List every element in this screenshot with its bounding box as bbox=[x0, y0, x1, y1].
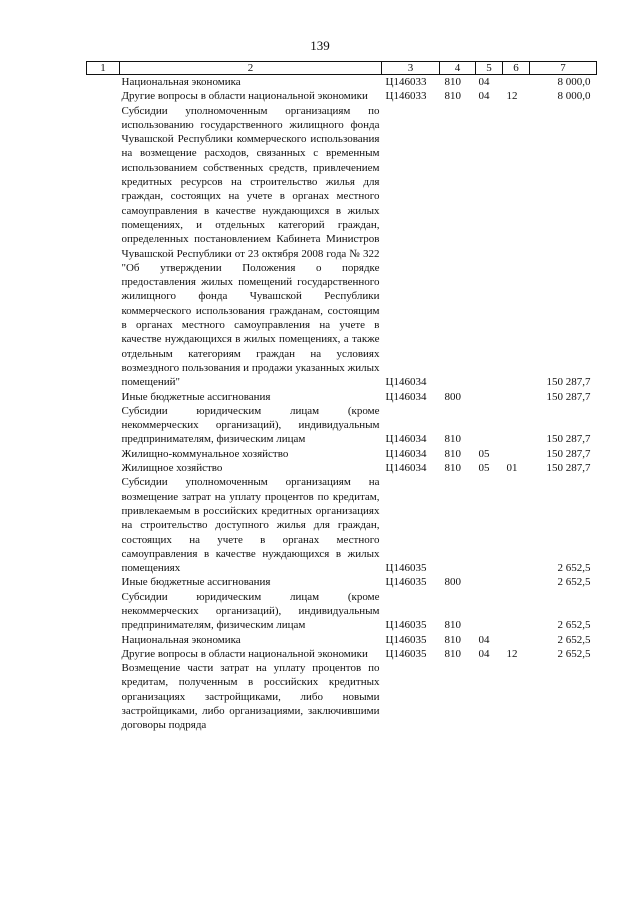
table-row bbox=[87, 89, 597, 103]
expense-group: 810 bbox=[444, 619, 461, 632]
expense-group: 800 bbox=[444, 576, 461, 589]
amount: 150 287,7 bbox=[546, 376, 591, 389]
target-code: Ц146034 bbox=[385, 390, 427, 403]
column-header: 2 bbox=[120, 62, 382, 75]
column-header: 7 bbox=[530, 62, 597, 75]
table-row bbox=[87, 661, 597, 732]
subsection-code bbox=[503, 575, 530, 589]
subsection-code bbox=[503, 104, 530, 390]
row-number-cell bbox=[87, 447, 120, 461]
section-code: 05 bbox=[478, 462, 490, 475]
target-code: Ц146035 bbox=[385, 633, 427, 646]
section-code bbox=[476, 661, 503, 732]
budget-table bbox=[86, 61, 597, 733]
section-code bbox=[476, 390, 503, 404]
subsection-code: 01 bbox=[506, 462, 518, 475]
table-row bbox=[87, 390, 597, 404]
item-name: Жилищное хозяйство bbox=[121, 462, 223, 475]
section-code bbox=[476, 104, 503, 390]
section-code: 04 bbox=[478, 647, 490, 660]
expense-group: 810 bbox=[444, 462, 461, 475]
expense-group: 800 bbox=[444, 390, 461, 403]
target-code: Ц146033 bbox=[385, 90, 427, 103]
amount: 2 652,5 bbox=[557, 576, 591, 589]
amount bbox=[530, 661, 597, 732]
section-code bbox=[476, 575, 503, 589]
table-row bbox=[87, 575, 597, 589]
target-code: Ц146034 bbox=[385, 433, 427, 446]
table-row bbox=[87, 590, 597, 633]
expense-group bbox=[440, 661, 476, 732]
expense-group bbox=[440, 104, 476, 390]
row-number-cell bbox=[87, 390, 120, 404]
subsection-code bbox=[503, 590, 530, 633]
target-code: Ц146033 bbox=[385, 76, 427, 88]
target-code: Ц146035 bbox=[385, 562, 427, 575]
subsection-code bbox=[503, 661, 530, 732]
item-name: Возмещение части затрат на уплату процентов по кредитам, полученным в российских кредитных организациях застройщиками, либо новыми застройщиками, либо организациями, заключившими договоры подряда bbox=[121, 662, 380, 732]
section-code: 04 bbox=[478, 633, 490, 646]
subsection-code bbox=[503, 447, 530, 461]
table-body bbox=[87, 75, 597, 733]
subsection-code bbox=[503, 404, 530, 447]
row-number-cell bbox=[87, 404, 120, 447]
amount: 150 287,7 bbox=[546, 433, 591, 446]
row-number-cell bbox=[87, 461, 120, 475]
amount: 150 287,7 bbox=[546, 462, 591, 475]
section-code bbox=[476, 404, 503, 447]
amount: 2 652,5 bbox=[557, 619, 591, 632]
subsection-code bbox=[503, 475, 530, 575]
section-code bbox=[476, 475, 503, 575]
table-row bbox=[87, 75, 597, 90]
table-row bbox=[87, 404, 597, 447]
amount: 150 287,7 bbox=[546, 390, 591, 403]
subsection-code bbox=[503, 75, 530, 90]
row-number-cell bbox=[87, 661, 120, 732]
column-header: 4 bbox=[440, 62, 476, 75]
item-name: Национальная экономика bbox=[121, 633, 241, 646]
amount: 2 652,5 bbox=[557, 562, 591, 575]
item-name: Субсидии юридическим лицам (кроме некоммерческих организаций), индивидуальным предпринимателям, физическим лицам bbox=[121, 404, 380, 446]
row-number-cell bbox=[87, 475, 120, 575]
target-code: Ц146034 bbox=[385, 447, 427, 460]
item-name: Иные бюджетные ассигнования bbox=[121, 390, 271, 403]
section-code bbox=[476, 590, 503, 633]
item-name: Национальная экономика bbox=[121, 76, 241, 88]
item-name: Иные бюджетные ассигнования bbox=[121, 576, 271, 589]
subsection-code bbox=[503, 390, 530, 404]
amount: 2 652,5 bbox=[557, 633, 591, 646]
row-number-cell bbox=[87, 575, 120, 589]
header-row bbox=[87, 62, 597, 75]
amount: 150 287,7 bbox=[546, 447, 591, 460]
expense-group: 810 bbox=[444, 433, 461, 446]
column-header: 1 bbox=[87, 62, 120, 75]
amount: 8 000,0 bbox=[557, 76, 591, 88]
subsection-code bbox=[503, 633, 530, 647]
target-code: Ц146034 bbox=[385, 376, 427, 389]
target-code: Ц146035 bbox=[385, 619, 427, 632]
amount: 2 652,5 bbox=[557, 647, 591, 660]
target-code: Ц146035 bbox=[385, 576, 427, 589]
item-name: Субсидии юридическим лицам (кроме некоммерческих организаций), индивидуальным предпринимателям, физическим лицам bbox=[121, 590, 380, 632]
table-row bbox=[87, 633, 597, 647]
table-row bbox=[87, 461, 597, 475]
column-header: 6 bbox=[503, 62, 530, 75]
target-code: Ц146034 bbox=[385, 462, 427, 475]
item-name: Другие вопросы в области национальной экономики bbox=[121, 647, 368, 660]
item-name: Субсидии уполномоченным организациям по использованию государственного жилищного фонда Чувашской Республики коммерческого использования на возмещение расходов, связанных с временным использованием собственных средств, привлечением кредитных ресурсов на строительство жилья для граждан, состоящих на учете в органах местного самоуправления в качестве нуждающихся в жилых помещениях, и отдельных категорий граждан, определенных постановлением Кабинета Министров Чувашской Республики от 23 октября 2008 года № 322 "Об утверждении Положения о порядке предоставления жилых помещений государственного жилищного фонда Чувашской Республики коммерческого использования гражданам, состоящим в органах местного самоуправления на учете в качестве нуждающихся в жилых помещениях, а также отдельным категориям граждан на условиях возмездного пользования и продажи указанных жилых помещений" bbox=[121, 104, 380, 389]
section-code: 04 bbox=[478, 90, 490, 103]
section-code: 05 bbox=[478, 447, 490, 460]
section-code: 04 bbox=[478, 76, 490, 88]
column-header: 5 bbox=[476, 62, 503, 75]
expense-group: 810 bbox=[444, 447, 461, 460]
table-row bbox=[87, 104, 597, 390]
subsection-code: 12 bbox=[506, 90, 518, 103]
table-row bbox=[87, 447, 597, 461]
expense-group: 810 bbox=[444, 76, 461, 88]
target-code: Ц146035 bbox=[385, 647, 427, 660]
expense-group: 810 bbox=[444, 647, 461, 660]
amount: 8 000,0 bbox=[557, 90, 591, 103]
row-number-cell bbox=[87, 590, 120, 633]
target-code bbox=[382, 661, 440, 732]
item-name: Жилищно-коммунальное хозяйство bbox=[121, 447, 289, 460]
column-header: 3 bbox=[382, 62, 440, 75]
row-number-cell bbox=[87, 647, 120, 661]
row-number-cell bbox=[87, 104, 120, 390]
row-number-cell bbox=[87, 75, 120, 90]
subsection-code: 12 bbox=[506, 647, 518, 660]
table-row bbox=[87, 475, 597, 575]
table-row bbox=[87, 647, 597, 661]
expense-group: 810 bbox=[444, 633, 461, 646]
expense-group bbox=[440, 475, 476, 575]
row-number-cell bbox=[87, 89, 120, 103]
item-name: Другие вопросы в области национальной экономики bbox=[121, 90, 368, 103]
item-name: Субсидии уполномоченным организациям на возмещение затрат на уплату процентов по кредитам, привлекаемым в российских кредитных организациях на строительство доступного жилья для граждан, состоящих на учете в органах местного самоуправления в качестве нуждающихся в жилых помещениях bbox=[121, 476, 380, 575]
page-number: 139 bbox=[310, 38, 330, 53]
row-number-cell bbox=[87, 633, 120, 647]
expense-group: 810 bbox=[444, 90, 461, 103]
